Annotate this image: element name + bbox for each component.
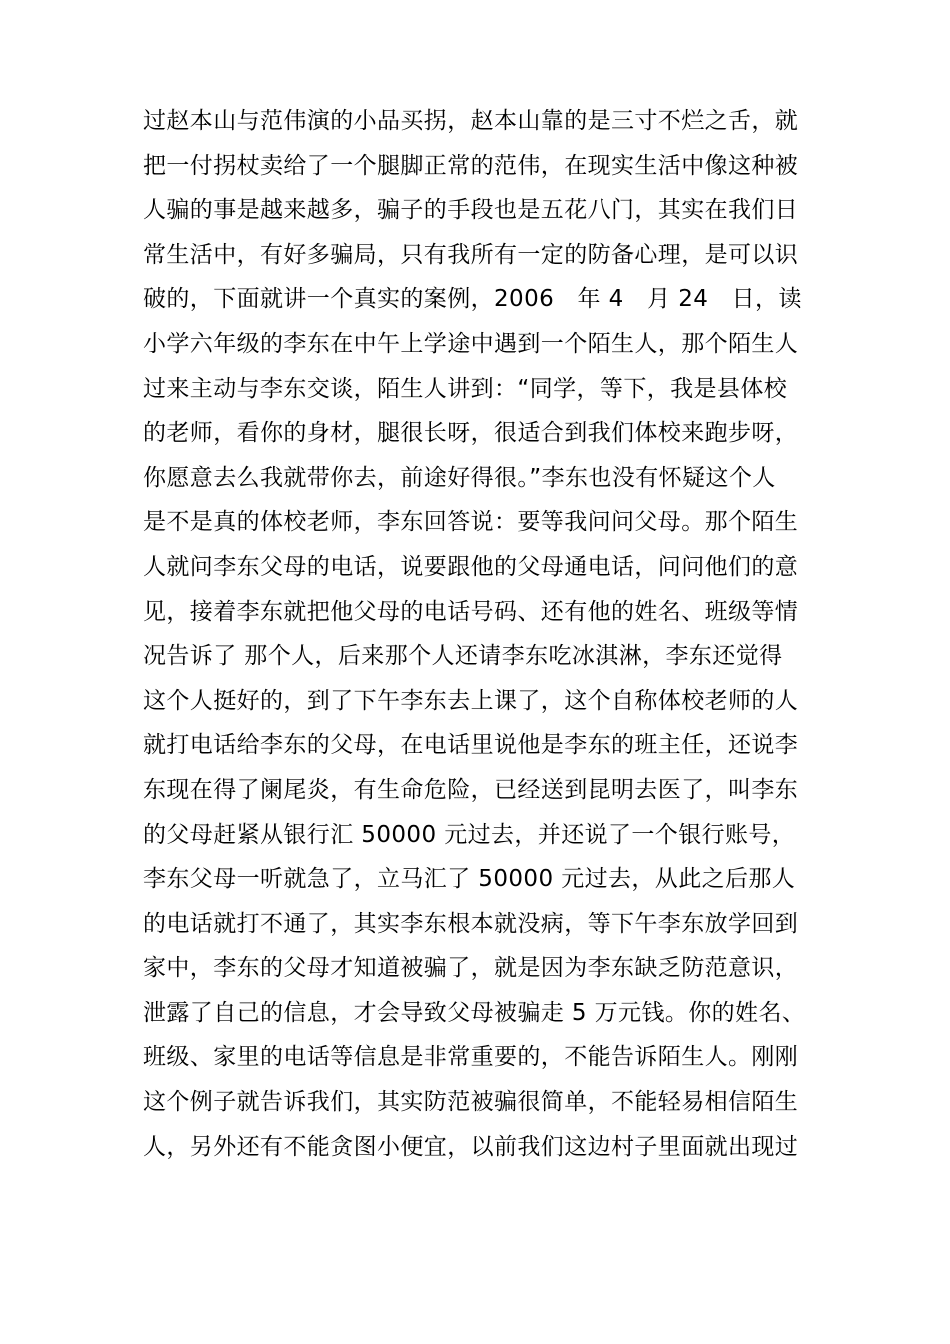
text-line: 这个人挺好的，到了下午李东去上课了，这个自称体校老师的人 — [143, 687, 799, 714]
text-line: 常生活中，有好多骗局，只有我所有一定的防备心理，是可以识 — [143, 241, 799, 268]
text-line: 的电话就打不通了，其实李东根本就没病，等下午李东放学回到 — [143, 910, 799, 937]
text-line: 就打电话给李东的父母，在电话里说他是李东的班主任，还说李 — [143, 732, 799, 759]
text-line: 见，接着李东就把他父母的电话号码、还有他的姓名、班级等情 — [143, 598, 799, 625]
text-line: 李东父母一听就急了，立马汇了 50000 元过去，从此之后那人 — [143, 866, 796, 893]
text-line: 班级、家里的电话等信息是非常重要的，不能告诉陌生人。刚刚 — [143, 1044, 799, 1071]
text-line: 人就问李东父母的电话，说要跟他的父母通电话，问问他们的意 — [143, 553, 799, 580]
text-line: 人，另外还有不能贪图小便宜，以前我们这边村子里面就出现过 — [143, 1133, 799, 1160]
text-line: 你愿意去么我就带你去，前途好得很。”李东也没有怀疑这个人 — [143, 464, 776, 491]
text-line: 过来主动与李东交谈，陌生人讲到：“同学，等下，我是县体校 — [143, 375, 788, 402]
body-text — [143, 99, 823, 1169]
text-line: 破的，下面就讲一个真实的案例，2006 年 4 月 24 日，读 — [143, 286, 802, 313]
text-line: 人骗的事是越来越多，骗子的手段也是五花八门，其实在我们日 — [143, 197, 799, 224]
text-line: 泄露了自己的信息，才会导致父母被骗走 5 万元钱。你的姓名、 — [143, 999, 806, 1026]
text-line: 把一付拐杖卖给了一个腿脚正常的范伟，在现实生活中像这种被 — [143, 152, 799, 179]
text-line: 小学六年级的李东在中午上学途中遇到一个陌生人，那个陌生人 — [143, 330, 799, 357]
text-line: 家中，李东的父母才知道被骗了，就是因为李东缺乏防范意识， — [143, 955, 799, 982]
text-line: 东现在得了阑尾炎，有生命危险，已经送到昆明去医了，叫李东 — [143, 776, 799, 803]
text-line: 的老师，看你的身材，腿很长呀，很适合到我们体校来跑步呀， — [143, 420, 799, 447]
text-line: 过赵本山与范伟演的小品买拐，赵本山靠的是三寸不烂之舌，就 — [143, 108, 799, 134]
text-line: 况告诉了 那个人，后来那个人还请李东吃冰淇淋，李东还觉得 — [143, 643, 783, 670]
text-line: 这个例子就告诉我们，其实防范被骗很简单，不能轻易相信陌生 — [143, 1089, 799, 1116]
text-line: 是不是真的体校老师，李东回答说：要等我问问父母。那个陌生 — [143, 509, 799, 536]
text-line: 的父母赶紧从银行汇 50000 元过去，并还说了一个银行账号， — [143, 821, 796, 848]
